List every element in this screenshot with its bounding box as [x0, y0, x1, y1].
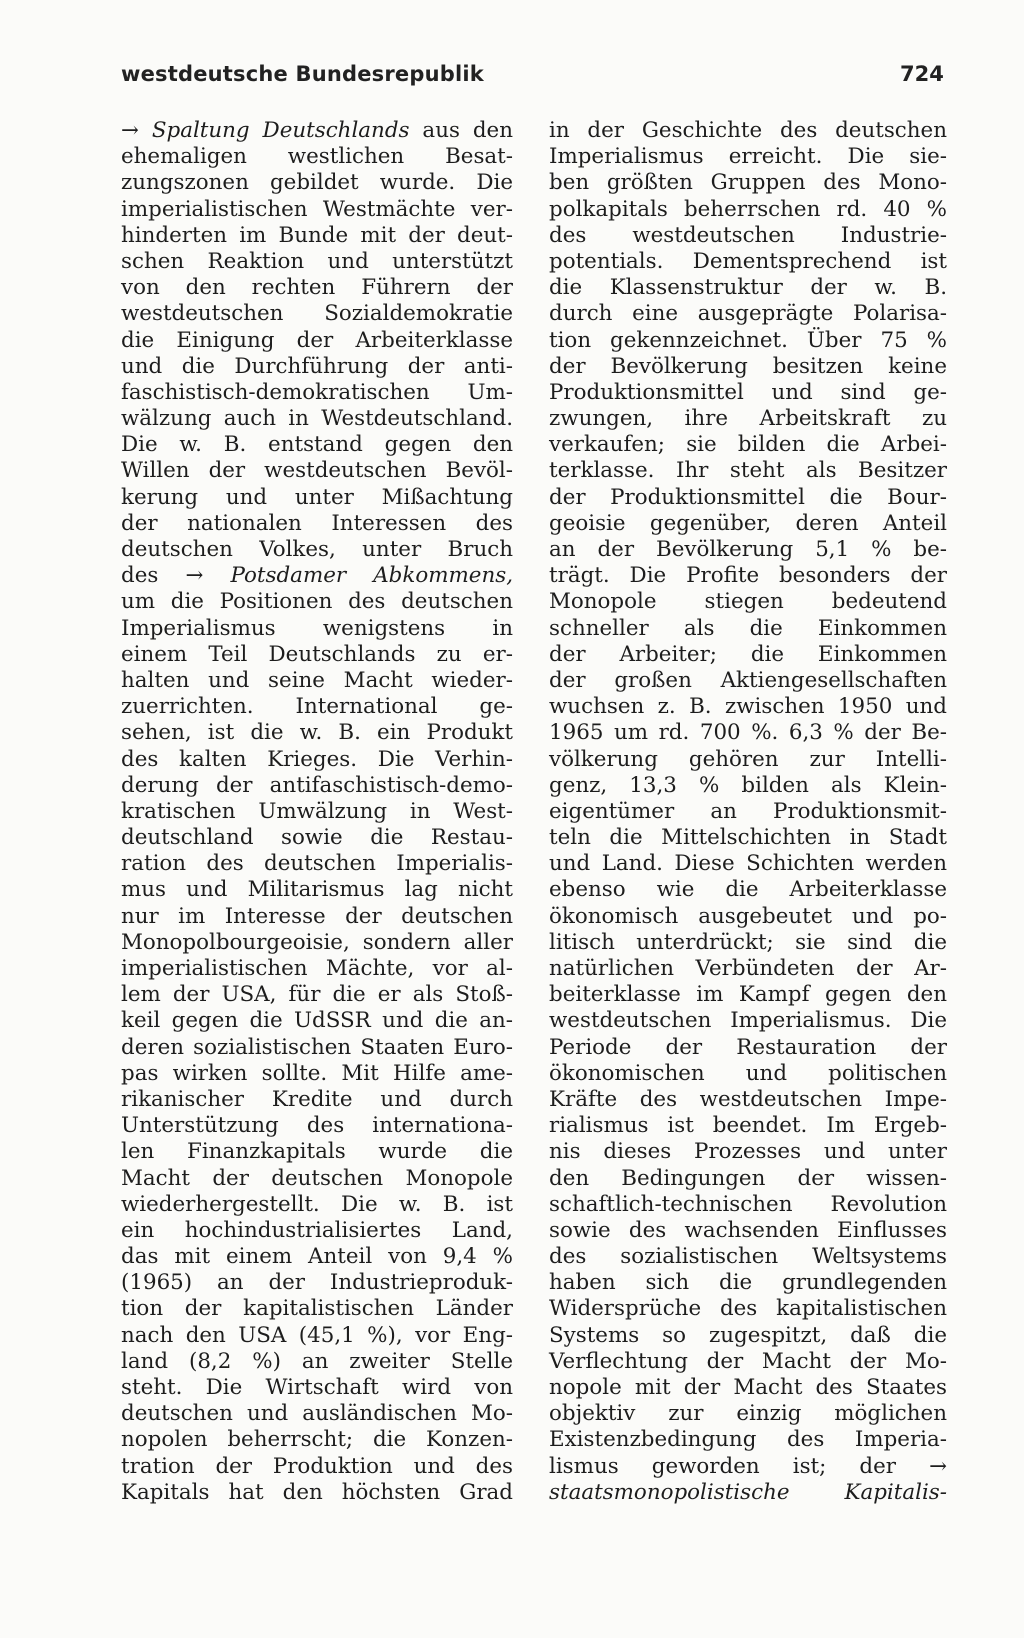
- text-line: beiterklasse im Kampf gegen den: [549, 982, 947, 1008]
- left-text-column: [121, 118, 513, 1506]
- text-line: Willen der westdeutschen Bevöl-: [121, 458, 513, 484]
- right-text-column: [549, 118, 947, 1506]
- text-line: ebenso wie die Arbeiterklasse: [549, 877, 947, 903]
- text-line: Macht der deutschen Monopole: [121, 1165, 513, 1191]
- text-line: → Spaltung Deutschlands aus den: [121, 118, 513, 143]
- text-line: schen Reaktion und unterstützt: [121, 248, 513, 274]
- text-line: mus und Militarismus lag nicht: [121, 877, 513, 903]
- text-line: um die Positionen des deutschen: [121, 589, 513, 615]
- text-line: Imperialismus erreicht. Die sie-: [549, 144, 947, 170]
- text-line: land (8,2 %) an zweiter Stelle: [121, 1348, 513, 1374]
- text-line: ökonomischen und politischen: [549, 1060, 947, 1086]
- text-line: Monopolbourgeoisie, sondern aller: [121, 929, 513, 955]
- text-line: deren sozialistischen Staaten Euro-: [121, 1034, 513, 1060]
- text-line: pas wirken sollte. Mit Hilfe ame-: [121, 1060, 513, 1086]
- text-line: ökonomisch ausgebeutet und po-: [549, 903, 947, 929]
- text-line: zwungen, ihre Arbeitskraft zu: [549, 406, 947, 432]
- text-line: tration der Produktion und des: [121, 1453, 513, 1479]
- text-line: imperialistischen Mächte, vor al-: [121, 956, 513, 981]
- text-line: Imperialismus wenigstens in: [121, 615, 513, 641]
- text-line: verkaufen; sie bilden die Arbei-: [549, 432, 947, 458]
- text-line: sowie des wachsenden Einflusses: [549, 1217, 947, 1243]
- text-line: westdeutschen Imperialismus. Die: [549, 1008, 947, 1034]
- text-line: Die w. B. entstand gegen den: [121, 432, 513, 458]
- text-line: teln die Mittelschichten in Stadt: [549, 825, 947, 851]
- text-line: die Einigung der Arbeiterklasse: [121, 327, 513, 353]
- text-line: des → Potsdamer Abkommens,: [121, 563, 513, 589]
- text-line: der Arbeiter; die Einkommen: [549, 641, 947, 667]
- text-line: in der Geschichte des deutschen: [549, 118, 947, 143]
- text-line: völkerung gehören zur Intelli-: [549, 746, 947, 772]
- text-line: hinderten im Bunde mit der deut-: [121, 222, 513, 248]
- text-line: len Finanzkapitals wurde die: [121, 1139, 513, 1165]
- text-line: Existenzbedingung des Imperia-: [549, 1427, 947, 1453]
- text-line: halten und seine Macht wieder-: [121, 667, 513, 693]
- text-line: das mit einem Anteil von 9,4 %: [121, 1244, 513, 1270]
- text-line: nis dieses Prozesses und unter: [549, 1139, 947, 1165]
- text-line: und die Durchführung der anti-: [121, 353, 513, 379]
- text-line: Widersprüche des kapitalistischen: [549, 1296, 947, 1322]
- text-line: wiederhergestellt. Die w. B. ist: [121, 1191, 513, 1217]
- text-line: nopolen beherrscht; die Konzen-: [121, 1427, 513, 1453]
- text-line: westdeutschen Sozialdemokratie: [121, 301, 513, 327]
- text-line: rialismus ist beendet. Im Ergeb-: [549, 1113, 947, 1139]
- text-line: Periode der Restauration der: [549, 1034, 947, 1060]
- text-line: Systems so zugespitzt, daß die: [549, 1322, 947, 1348]
- text-line: ehemaligen westlichen Besat-: [121, 144, 513, 170]
- text-line: kratischen Umwälzung in West-: [121, 798, 513, 824]
- text-line: zungszonen gebildet wurde. Die: [121, 170, 513, 196]
- text-line: staatsmonopolistische Kapitalis-: [549, 1479, 947, 1505]
- text-line: genz, 13,3 % bilden als Klein-: [549, 772, 947, 798]
- text-line: deutschland sowie die Restau-: [121, 825, 513, 851]
- text-line: ration des deutschen Imperialis-: [121, 851, 513, 877]
- text-line: trägt. Die Profite besonders der: [549, 563, 947, 589]
- text-line: terklasse. Ihr steht als Besitzer: [549, 458, 947, 484]
- text-line: litisch unterdrückt; sie sind die: [549, 929, 947, 955]
- text-line: Monopole stiegen bedeutend: [549, 589, 947, 615]
- text-line: der Produktionsmittel die Bour-: [549, 484, 947, 510]
- text-line: haben sich die grundlegenden: [549, 1270, 947, 1296]
- running-title: westdeutsche Bundesrepublik: [121, 62, 484, 86]
- text-line: Produktionsmittel und sind ge-: [549, 379, 947, 405]
- text-line: der großen Aktiengesellschaften: [549, 667, 947, 693]
- text-line: des westdeutschen Industrie-: [549, 222, 947, 248]
- text-line: wälzung auch in Westdeutschland.: [121, 406, 513, 432]
- text-line: Unterstützung des internationa-: [121, 1113, 513, 1139]
- text-line: derung der antifaschistisch-demo-: [121, 772, 513, 798]
- text-line: natürlichen Verbündeten der Ar-: [549, 956, 947, 981]
- text-line: wuchsen z. B. zwischen 1950 und: [549, 694, 947, 720]
- text-line: 1965 um rd. 700 %. 6,3 % der Be-: [549, 720, 947, 746]
- text-line: von den rechten Führern der: [121, 275, 513, 301]
- text-line: Verflechtung der Macht der Mo-: [549, 1348, 947, 1374]
- text-line: keil gegen die UdSSR und die an-: [121, 1008, 513, 1034]
- text-line: einem Teil Deutschlands zu er-: [121, 641, 513, 667]
- text-line: deutschen Volkes, unter Bruch: [121, 537, 513, 562]
- text-line: Kapitals hat den höchsten Grad: [121, 1479, 513, 1505]
- text-line: nur im Interesse der deutschen: [121, 903, 513, 929]
- text-line: (1965) an der Industrieproduk-: [121, 1270, 513, 1296]
- text-line: rikanischer Kredite und durch: [121, 1086, 513, 1112]
- text-line: tion der kapitalistischen Länder: [121, 1296, 513, 1322]
- text-line: lem der USA, für die er als Stoß-: [121, 982, 513, 1008]
- text-line: des kalten Krieges. Die Verhin-: [121, 746, 513, 772]
- text-line: lismus geworden ist; der →: [549, 1453, 947, 1479]
- text-line: kerung und unter Mißachtung: [121, 484, 513, 510]
- text-line: schneller als die Einkommen: [549, 615, 947, 641]
- text-line: ein hochindustrialisiertes Land,: [121, 1217, 513, 1243]
- text-line: deutschen und ausländischen Mo-: [121, 1401, 513, 1427]
- text-line: nach den USA (45,1 %), vor Eng-: [121, 1322, 513, 1348]
- text-line: der Bevölkerung besitzen keine: [549, 353, 947, 379]
- text-line: Kräfte des westdeutschen Impe-: [549, 1086, 947, 1112]
- text-line: geoisie gegenüber, deren Anteil: [549, 510, 947, 536]
- text-line: an der Bevölkerung 5,1 % be-: [549, 537, 947, 562]
- text-line: ben größten Gruppen des Mono-: [549, 170, 947, 196]
- text-line: polkapitals beherrschen rd. 40 %: [549, 196, 947, 222]
- text-line: der nationalen Interessen des: [121, 510, 513, 536]
- text-line: zuerrichten. International ge-: [121, 694, 513, 720]
- text-line: faschistisch-demokratischen Um-: [121, 379, 513, 405]
- text-line: den Bedingungen der wissen-: [549, 1165, 947, 1191]
- text-line: sehen, ist die w. B. ein Produkt: [121, 720, 513, 746]
- text-line: des sozialistischen Weltsystems: [549, 1244, 947, 1270]
- text-line: potentials. Dementsprechend ist: [549, 248, 947, 274]
- page-number: 724: [900, 62, 944, 86]
- text-line: die Klassenstruktur der w. B.: [549, 275, 947, 301]
- text-line: objektiv zur einzig möglichen: [549, 1401, 947, 1427]
- text-line: durch eine ausgeprägte Polarisa-: [549, 301, 947, 327]
- text-line: schaftlich-technischen Revolution: [549, 1191, 947, 1217]
- text-line: imperialistischen Westmächte ver-: [121, 196, 513, 222]
- text-line: eigentümer an Produktionsmit-: [549, 798, 947, 824]
- text-line: nopole mit der Macht des Staates: [549, 1375, 947, 1400]
- text-line: und Land. Diese Schichten werden: [549, 851, 947, 877]
- text-line: steht. Die Wirtschaft wird von: [121, 1375, 513, 1400]
- text-line: tion gekennzeichnet. Über 75 %: [549, 327, 947, 353]
